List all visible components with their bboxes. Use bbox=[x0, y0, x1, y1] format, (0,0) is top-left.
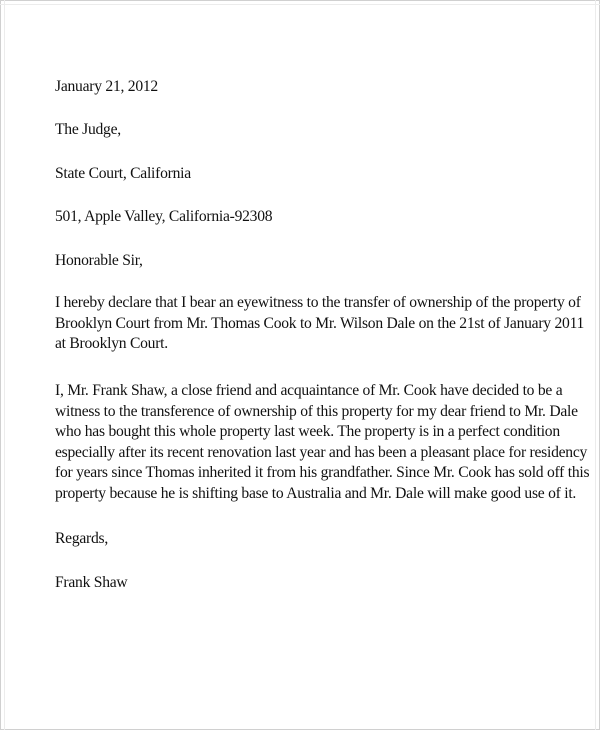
letter-recipient: The Judge, bbox=[55, 121, 121, 138]
paragraph-line: who has bought this whole property last week. The property is in a perfect condition bbox=[55, 423, 560, 441]
letter-court: State Court, California bbox=[55, 165, 191, 182]
page-edge-left bbox=[4, 0, 5, 730]
paragraph-line: witness to the transference of ownership of this property for my dear friend to Mr. Dale bbox=[55, 402, 578, 420]
paragraph-line: I hereby declare that I bear an eyewitness to the transfer of ownership of the property of bbox=[55, 294, 581, 311]
paragraph-line: Brooklyn Court from Mr. Thomas Cook to Mr. Wilson Dale on the 21st of January 2011 bbox=[55, 314, 585, 332]
paragraph-line: for years since Thomas inherited it from his grandfather. Since Mr. Cook has sold off this bbox=[55, 464, 590, 482]
paragraph-line: I, Mr. Frank Shaw, a close friend and acquaintance of Mr. Cook have decided to be a bbox=[55, 382, 563, 399]
page-edge-right bbox=[595, 0, 596, 730]
paragraph-line: especially after its recent renovation last year and has been a pleasant place for residency bbox=[55, 443, 588, 461]
letter-date: January 21, 2012 bbox=[55, 78, 158, 95]
paragraph-line: at Brooklyn Court. bbox=[55, 335, 168, 353]
page-edge-top bbox=[0, 4, 600, 5]
letter-signature: Frank Shaw bbox=[55, 574, 128, 591]
letter-salutation: Honorable Sir, bbox=[55, 252, 143, 269]
paragraph-declaration bbox=[55, 293, 585, 355]
letter-address: 501, Apple Valley, California-92308 bbox=[55, 208, 273, 225]
letter-closing: Regards, bbox=[55, 530, 108, 547]
paragraph-line: property because he is shifting base to Australia and Mr. Dale will make good use of it. bbox=[55, 484, 577, 502]
paragraph-witness bbox=[55, 381, 590, 505]
